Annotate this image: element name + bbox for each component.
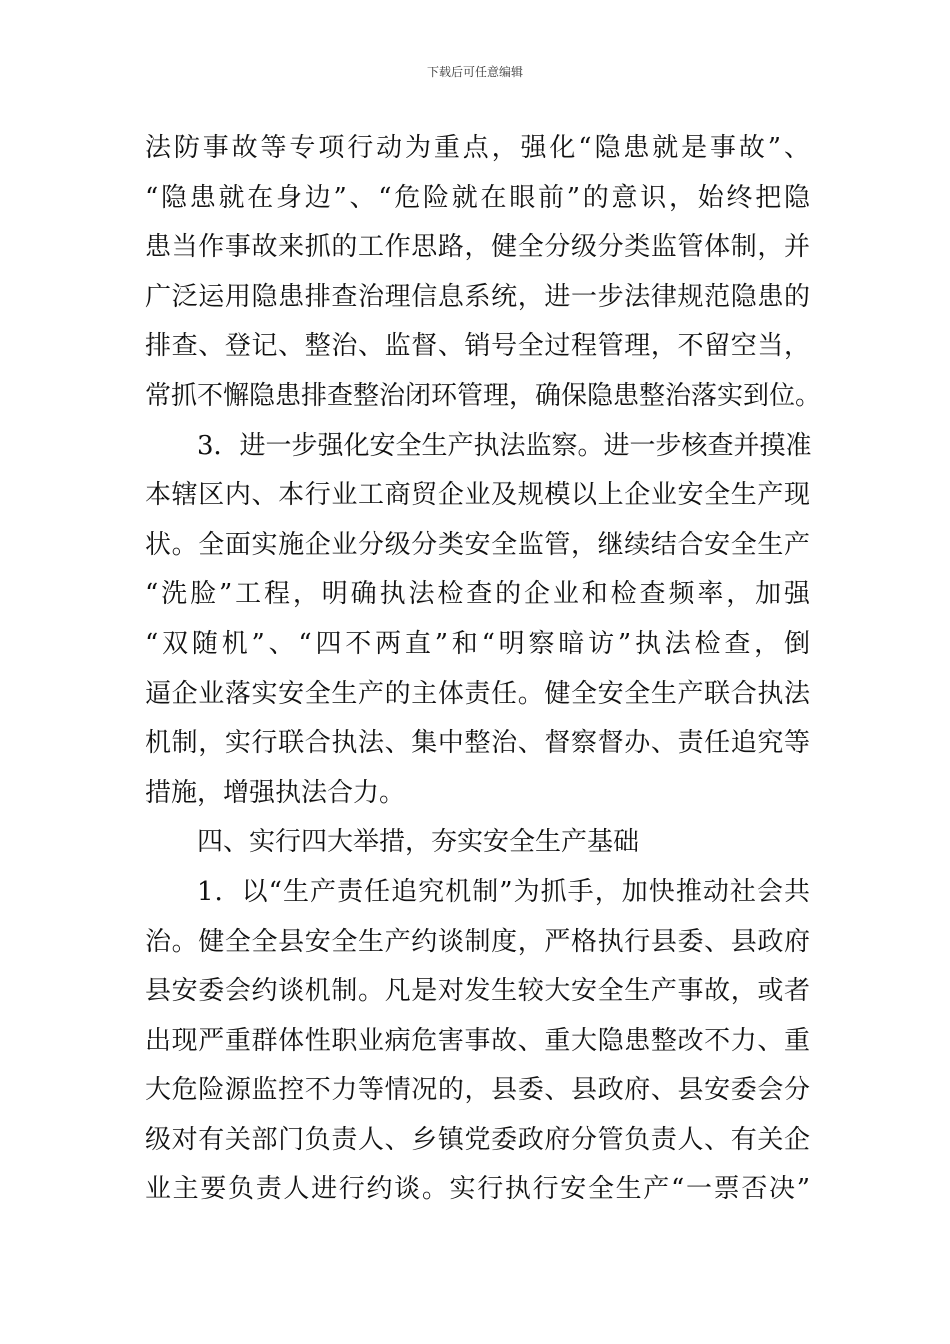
text-line: 广泛运用隐患排查治理信息系统，进一步法律规范隐患的 [145, 281, 810, 312]
text-line: 排查、登记、整治、监督、销号全过程管理，不留空当， [145, 331, 810, 362]
text-line: 本辖区内、本行业工商贸企业及规模以上企业安全生产现 [145, 480, 810, 511]
text-line: 县安委会约谈机制。凡是对发生较大安全生产事故，或者 [145, 976, 810, 1007]
text-line: 级对有关部门负责人、乡镇党委政府分管负责人、有关企 [145, 1124, 810, 1155]
document-body [145, 124, 822, 1215]
text-line: “洗脸”工程，明确执法检查的企业和检查频率，加强 [145, 579, 810, 610]
text-line: “双随机”、“四不两直”和“明察暗访”执法检查，倒 [145, 628, 810, 659]
text-line: “隐患就在身边”、“危险就在眼前”的意识，始终把隐 [145, 182, 810, 213]
text-line: 治。健全全县安全生产约谈制度，严格执行县委、县政府 [145, 926, 810, 957]
text-line: 法防事故等专项行动为重点，强化“隐患就是事故”、 [145, 133, 810, 163]
text-line: 大危险源监控不力等情况的，县委、县政府、县安委会分 [145, 1075, 810, 1106]
text-line: 常抓不懈隐患排查整治闭环管理，确保隐患整治落实到位。 [145, 380, 822, 411]
text-line: 状。全面实施企业分级分类安全监管，继续结合安全生产 [145, 529, 810, 560]
text-line: 业主要负责人进行约谈。实行执行安全生产“一票否决” [145, 1174, 810, 1205]
page-header: 下载后可任意编辑 [426, 65, 523, 79]
text-line: 患当作事故来抓的工作思路，健全分级分类监管体制，并 [145, 232, 810, 263]
text-line: 1．以“生产责任追究机制”为抓手，加快推动社会共 [197, 876, 810, 907]
text-line: 措施，增强执法合力。 [145, 777, 406, 808]
text-line: 出现严重群体性职业病危害事故、重大隐患整改不力、重 [145, 1025, 810, 1056]
text-line: 3．进一步强化安全生产执法监察。进一步核查并摸准 [197, 430, 812, 461]
section-heading: 四、实行四大举措，夯实安全生产基础 [197, 827, 640, 858]
text-line: 逼企业落实安全生产的主体责任。健全安全生产联合执法 [145, 678, 810, 709]
text-line: 机制，实行联合执法、集中整治、督察督办、责任追究等 [145, 728, 810, 759]
